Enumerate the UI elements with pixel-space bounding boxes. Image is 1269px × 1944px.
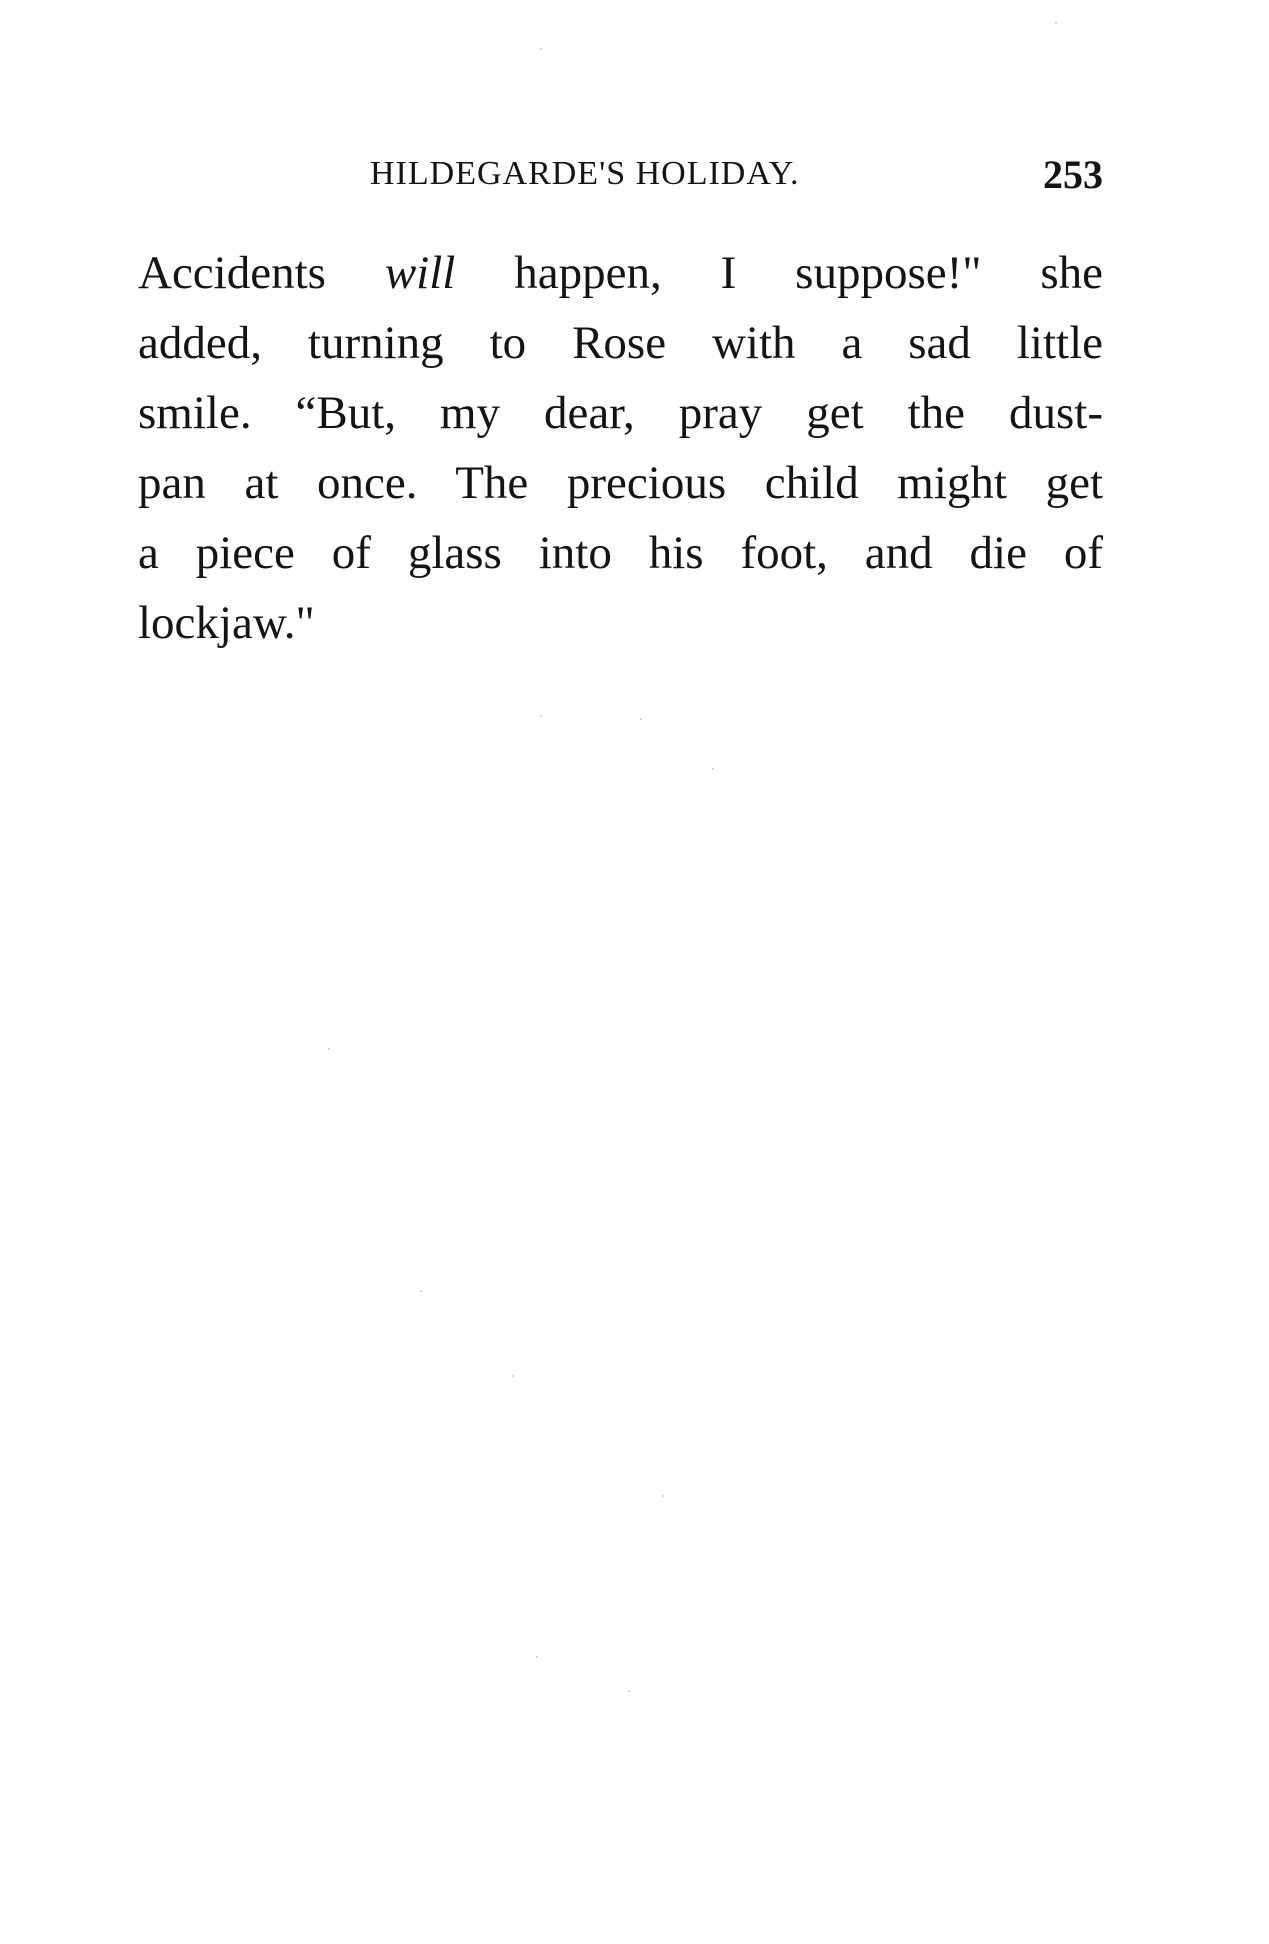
paper-speck [1055,22,1057,24]
paper-speck [512,1375,514,1377]
text-line: a piece of glass into his foot, and die of [138,527,1103,579]
text-line [138,238,1103,308]
paper-speck [328,1048,330,1050]
text-segment: happen, I suppose!" she [455,247,1103,299]
paper-speck [420,1290,422,1292]
paper-speck [540,48,542,50]
running-title: HILDEGARDE'S HOLIDAY. [370,155,800,192]
text-line: pan at once. The precious child might get [138,457,1103,509]
paper-speck [536,1656,538,1658]
page-number: 253 [1043,152,1103,197]
text-line: smile. “But, my dear, pray get the dust- [138,387,1103,439]
paper-speck [640,718,642,720]
paper-speck [628,1690,630,1692]
italic-emphasis: will [384,247,456,299]
running-header [138,152,1103,205]
body-paragraph [138,238,1103,658]
text-segment: Accidents [138,247,385,299]
text-line: added, turning to Rose with a sad little [138,317,1103,369]
paper-speck [712,768,714,770]
text-line: lockjaw." [138,597,315,649]
paper-speck [540,715,542,717]
paper-speck [662,1495,664,1497]
